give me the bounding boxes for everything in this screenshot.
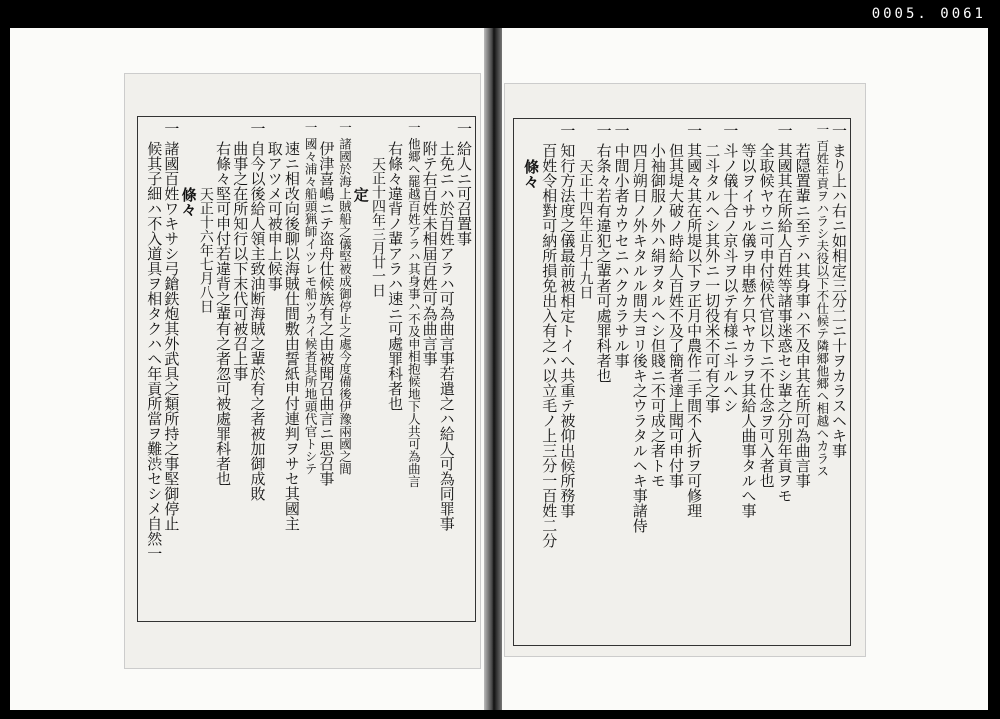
left-page-column: 候其子細ハ不入道具ヲ相タクハヘ年貢所當ヲ難渋セシメ自然一 [145, 141, 164, 561]
right-page-column: 一 知行方法度之儀最前被相定トイへ共重テ被仰出候所務事 [558, 123, 577, 518]
right-page-column: 一 中間小者カウセニハクカラサル事 [612, 123, 631, 368]
right-page-column: 二斗タルヘシ其外ニ一切役米不可有之事 [703, 143, 722, 413]
left-text-block [137, 116, 476, 622]
left-page-column: 條々 [179, 187, 198, 217]
right-page [505, 84, 865, 656]
book-spine [484, 28, 502, 710]
left-page-column: 天正十六年七月八日 [197, 187, 214, 313]
right-page-column: 一 其國々其在所堤以下ヲ正月中農作二手間不入折ヲ可修理 [685, 123, 704, 518]
left-page-column: 天正十四年三月廿一日 [369, 157, 386, 297]
right-page-column: 一 其國其在所給人百姓等諸事迷惑セシ輩之分別年貢ヲモ [775, 123, 794, 503]
left-page-column: 一 給人ニ可召置事 [455, 121, 473, 246]
right-page-column: 一 まり上ハ右ニ如相定三分二ニ十ヲカラスヘキ事 [830, 123, 848, 458]
right-page-column: 但其堤大破ノ時給人百姓不及了簡者達上聞可申付事 [667, 143, 685, 488]
left-page-column: 附テ右百姓未相届百姓可為曲言事 [420, 141, 439, 366]
right-page-column: 條々 [522, 159, 541, 189]
right-page-column: 一 百姓年貢ヲハラシ夫役以下不仕候テ隣郷他郷ヘ相越ヘカラス [814, 123, 830, 477]
left-page-column: 速ニ相改向後聊以海賊仕間敷由誓紙申付連判ヲサセ其國主 [282, 141, 301, 531]
right-page-column: 百姓令相對可納所損免出入有之ハ以立毛ノ上三分一百姓二分 [540, 143, 559, 548]
left-page-column: 伊津喜嶋ニテ盗舟仕候族有之由被聞召曲言ニ思召事 [317, 141, 336, 486]
left-page-column: 一 自今以後給人領主致油断海賊之輩於有之者被加御成敗 [248, 121, 267, 501]
right-page-column: 小袖御服ノ外ハ絹ヲタルヘシ但賤ニ不可成之者トモ [648, 143, 667, 488]
right-text-block [513, 118, 851, 646]
left-page-column: 取アツメ可被申上候事 [265, 141, 284, 291]
right-page-column: 一 右条々若有違犯之輩者可處罪科者也 [594, 123, 613, 383]
left-page-column: 一 他郷ヘ罷越百姓アラハ其身事ハ不及申相抱候地下人共可為曲言 [406, 121, 422, 488]
left-page-column: 右條々堅可申付若違背之輩有之者忽可被處罪科者也 [214, 141, 233, 486]
left-page-column: 定 [351, 187, 370, 202]
right-page-column: 四月朔日ノ外キタルル間夫ヨリ後キ之ウラタルヘキ事諸侍 [630, 143, 649, 533]
left-page-column: 一 諸國百姓ワキサシ弓鎗鉄炮其外武具之類所持之事堅御停止 [162, 121, 181, 531]
left-page-column: 一 國々浦々船頭猟師イツレモ船ツカイ候者其所地頭代官トシテ [303, 121, 319, 475]
right-page-column: 一 斗ノ儀十合ノ京斗ヲ以テ有様ニ斗ルへシ [721, 123, 740, 413]
microfilm-frame-id: 0005. 0061 [871, 6, 986, 22]
left-page-column: 曲事之在所知行以下末代可被召上事 [231, 141, 250, 381]
right-page-column: 等以ヲイサル儀ヲ申懸ケ只ヤカラヲ其給人曲事タルへ事 [739, 143, 758, 518]
left-page [125, 74, 480, 668]
right-page-column: 天正十四年正月十九日 [577, 159, 594, 299]
left-page-column: 土免ニハ於百姓アラハ可為曲言事若遣之ハ給人可為同罪事 [437, 141, 456, 531]
right-page-column: 全取候ヤウニ可申付候代官以下ニ不仕念ヲ可入者也 [757, 143, 776, 488]
left-page-column: 一 諸國於海上賊船之儀堅被成御停止之處今度備後伊豫兩國之間 [337, 121, 353, 475]
right-page-column: 若隠置輩ニ至テハ其身事ハ不及申其在所可為曲言事 [793, 143, 812, 488]
left-page-column: 右條々違背ノ輩アラハ速ニ可處罪科者也 [386, 141, 405, 411]
